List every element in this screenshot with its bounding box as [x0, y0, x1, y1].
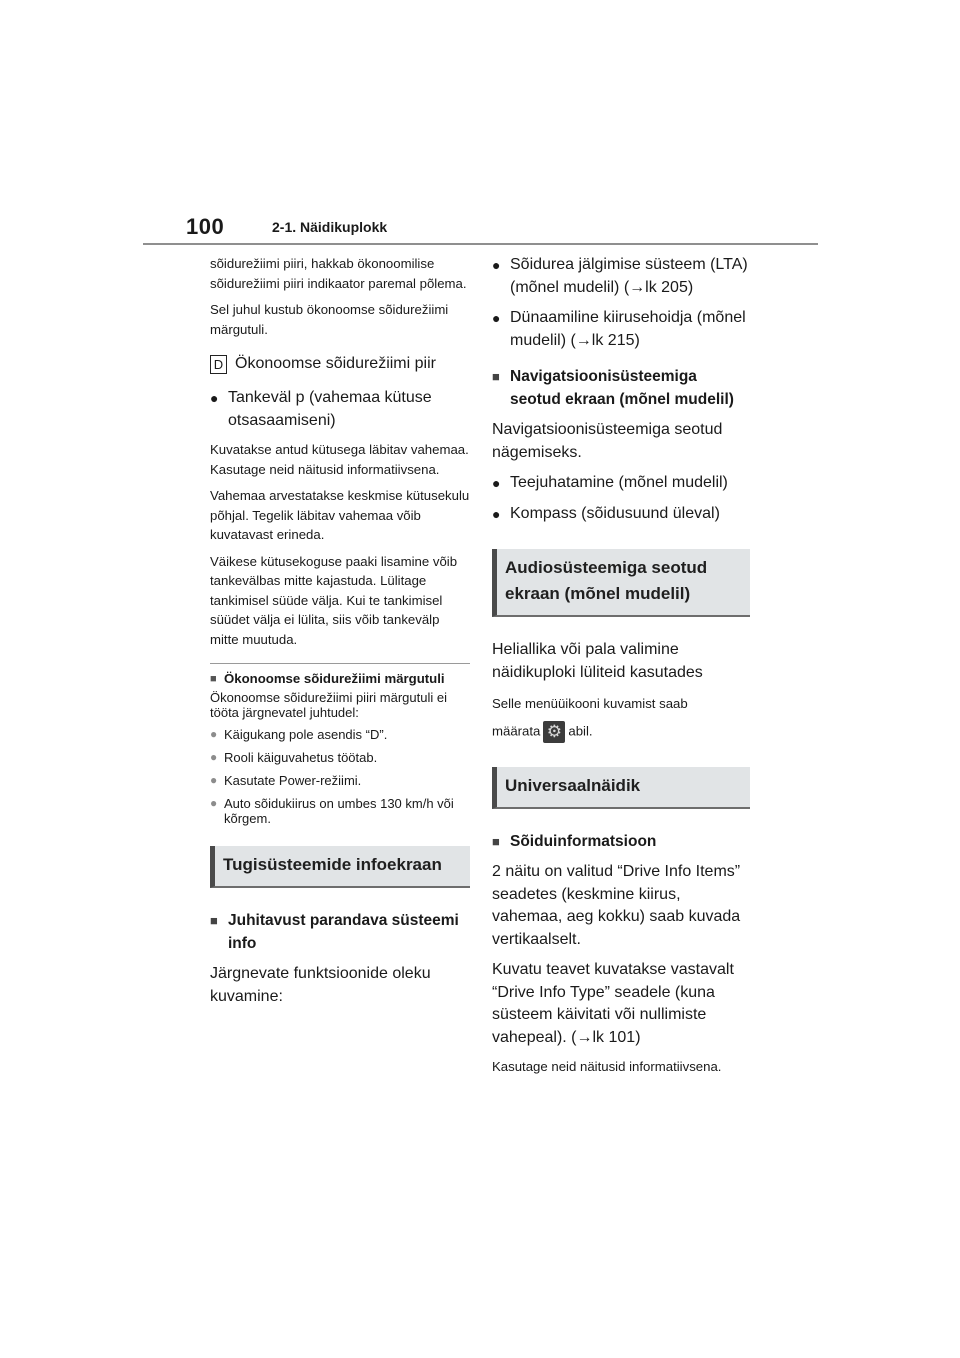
square-bullet-icon: ■ — [492, 369, 500, 384]
bullet-dot-icon: ● — [492, 310, 501, 326]
paragraph: Väikese kütusekoguse paaki lisamine võib tankevälbas mitte kajastuda. Lülitage tankimisel süüde välja. Kui te tankimisel süüdet välja ei lülita, siis võib tankevälp mitte muutuda. — [210, 553, 458, 647]
bullet-dot-icon: ● — [492, 505, 501, 522]
note-heading — [210, 670, 470, 688]
subheading-text: Navigatsioonisüsteemiga seotud ekraan (mõnel mudelil) — [510, 368, 734, 408]
callout-d — [210, 353, 470, 375]
inline-text: määrata — [492, 722, 541, 738]
bullet-item — [492, 472, 750, 495]
note-box — [210, 663, 470, 826]
bullet-text: Sõidurea jälgimise süsteem (LTA) (mõnel mudelil) (→lk 205) — [510, 256, 748, 296]
paragraph: Kasutage neid näitusid informatiivsena. — [492, 1059, 722, 1074]
paragraph: Navigatsioonisüsteemiga seotud nägemiseks. — [492, 421, 723, 461]
bullet-item — [492, 503, 750, 526]
page-number: 100 — [186, 214, 225, 239]
bullet-text: Teejuhatamine (mõnel mudelil) — [510, 474, 728, 491]
note-item — [210, 773, 470, 788]
note-item-text: Rooli käiguvahetus töötab. — [224, 750, 378, 765]
circle-bullet-icon: ● — [210, 750, 218, 764]
note-item-text: Käigukang pole asendis “D”. — [224, 727, 388, 742]
subheading — [210, 910, 470, 955]
paragraph: Järgnevate funktsioonide oleku kuvamine: — [210, 965, 431, 1005]
paragraph: Sel juhul kustub ökonoomse sõidurežiimi märgutuli. — [210, 302, 449, 337]
subheading — [492, 366, 750, 411]
bullet-dot-icon: ● — [492, 475, 501, 491]
square-bullet-icon: ■ — [492, 833, 500, 849]
note-item — [210, 727, 470, 742]
bullet-dot-icon: ● — [492, 257, 501, 273]
right-column — [492, 254, 750, 1084]
page-header — [0, 0, 960, 250]
note-intro: Ökonoomse sõidurežiimi piiri märgutuli ei tööta järgnevatel juhtudel: — [210, 690, 447, 720]
callout-label-box: D — [210, 355, 227, 374]
inline-text: abil. — [568, 722, 593, 738]
paragraph: sõidurežiimi piiri, hakkab ökonoomilise sõidurežiimi piiri indikaator paremal põlema. — [210, 256, 467, 291]
bullet-item — [492, 254, 750, 299]
bullet-item — [492, 307, 750, 352]
note-item-text: Auto sõidukiirus on umbes 130 km/h või kõrgem. — [224, 796, 454, 826]
paragraph: Heliallika või pala valimine näidikuploki lüliteid kasutades — [492, 641, 703, 681]
paragraph: Vahemaa arvestatakse keskmise kütusekulu põhjal. Tegelik läbitav vahemaa võib kuvatavast erineda. — [210, 488, 470, 542]
note-heading-text: Ökonoomse sõidurežiimi märgutuli — [224, 671, 445, 686]
header-divider — [143, 243, 818, 245]
callout-text: Ökonoomse sõidurežiimi piir — [235, 355, 436, 372]
subheading-text: Sõiduinformatsioon — [510, 832, 657, 850]
paragraph: Selle menüüikooni kuvamist saab — [492, 696, 688, 711]
settings-gear-icon — [543, 721, 565, 743]
paragraph: Kuvatu teavet kuvatakse vastavalt “Drive Info Type” seadele (kuna süsteem käivitati või nullimiste vahepeal). (→lk 101) — [492, 961, 734, 1046]
circle-bullet-icon: ● — [210, 796, 218, 810]
bullet-text: Kompass (sõidusuund üleval) — [510, 504, 720, 522]
circle-bullet-icon: ● — [210, 727, 218, 741]
note-item-text: Kasutate Power-režiimi. — [224, 773, 362, 788]
square-bullet-icon: ■ — [210, 913, 218, 928]
subheading — [492, 831, 750, 854]
left-column — [210, 254, 470, 1016]
section-title: 2-1. Näidikuplokk — [272, 219, 388, 235]
bullet-dot-icon: ● — [210, 390, 219, 406]
section-heading-box: Tugisüsteemide infoekraan — [210, 846, 470, 888]
paragraph: 2 näitu on valitud “Drive Info Items” seadetes (keskmine kiirus, vahemaa, aeg kokku) saab kuvada vertikaalselt. — [492, 863, 741, 948]
note-item — [210, 796, 470, 826]
paragraph: Kuvatakse antud kütusega läbitav vahemaa. Kasutage neid näitusid informatiivsena. — [210, 442, 469, 477]
bullet-text: Dünaamiline kiirusehoidja (mõnel mudelil) (→lk 215) — [510, 309, 746, 349]
section-heading-box: Audiosüsteemiga seotud ekraan (mõnel mudelil) — [492, 549, 750, 617]
bullet-text: Tankeväl p (vahemaa kütuse otsasaamiseni) — [228, 389, 432, 429]
section-heading-box: Universaalnäidik — [492, 767, 750, 809]
subheading-text: Juhitavust parandava süsteemi info — [228, 912, 459, 952]
circle-bullet-icon: ● — [210, 773, 218, 787]
paragraph-with-icon — [492, 721, 750, 743]
note-item — [210, 750, 470, 765]
bullet-item — [210, 387, 470, 432]
square-bullet-icon: ■ — [210, 673, 217, 685]
